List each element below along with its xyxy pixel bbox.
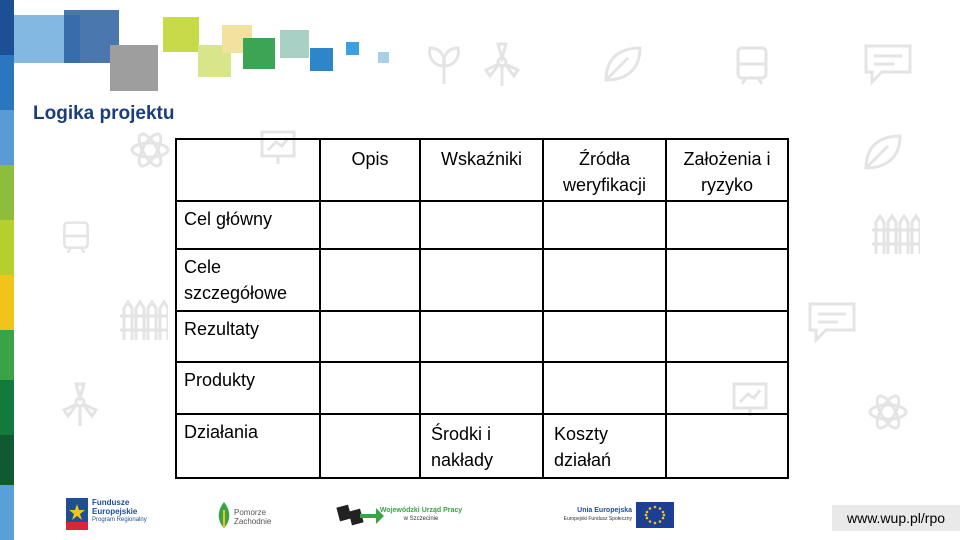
table-cell bbox=[543, 201, 666, 249]
costs-text: Koszty działań bbox=[554, 424, 612, 470]
costs-cell bbox=[543, 414, 666, 478]
table-row bbox=[176, 311, 788, 362]
atom-icon bbox=[866, 390, 910, 434]
row-label-cel-glowny: Cel główny bbox=[176, 201, 320, 249]
table-cell bbox=[420, 249, 543, 311]
header-opis: Opis bbox=[320, 139, 420, 201]
table-cell bbox=[320, 201, 420, 249]
inputs-cell bbox=[420, 414, 543, 478]
table-row bbox=[176, 201, 788, 249]
table-row bbox=[176, 414, 788, 478]
header-zalozenia: Założenia i ryzyko bbox=[666, 139, 788, 201]
table-cell bbox=[666, 249, 788, 311]
table-cell bbox=[543, 362, 666, 414]
chat-icon bbox=[806, 298, 858, 346]
leaf-icon bbox=[858, 128, 906, 176]
windmill-icon bbox=[56, 380, 104, 428]
logo-3-line1: Wojewódzki Urząd Pracy bbox=[379, 507, 463, 514]
leaf-icon bbox=[598, 40, 646, 88]
logo-wup bbox=[336, 500, 486, 530]
header-zrodla: Źródła weryfikacji bbox=[543, 139, 666, 201]
atom-icon bbox=[128, 128, 172, 172]
plant-icon bbox=[420, 40, 468, 88]
left-color-strip bbox=[0, 0, 14, 540]
table-cell bbox=[666, 414, 788, 478]
logo-4-line1: Unia Europejska bbox=[577, 507, 632, 514]
fence-icon bbox=[870, 212, 920, 256]
table-cell bbox=[320, 362, 420, 414]
table-cell bbox=[666, 362, 788, 414]
table-cell bbox=[420, 311, 543, 362]
table-row bbox=[176, 249, 788, 311]
inputs-text: Środki i nakłady bbox=[431, 424, 494, 470]
logo-2-line2: Zachodnie bbox=[234, 517, 272, 526]
logical-framework-table bbox=[175, 138, 789, 479]
row-label-dzialania: Działania bbox=[176, 414, 320, 478]
table-cell bbox=[666, 311, 788, 362]
pomorze-leaf-icon bbox=[214, 500, 234, 530]
logo-pomorze-zachodnie bbox=[214, 500, 284, 532]
fence-icon bbox=[118, 298, 168, 342]
row-label-rezultaty: Rezultaty bbox=[176, 311, 320, 362]
table-cell bbox=[543, 311, 666, 362]
logo-4-line2: Europejski Fundusz Społeczny bbox=[563, 516, 632, 522]
table-cell bbox=[543, 249, 666, 311]
header-wskazniki: Wskaźniki bbox=[420, 139, 543, 201]
table-header-row bbox=[176, 139, 788, 201]
logo-3-line2: w Szczecinie bbox=[403, 516, 439, 522]
table-cell bbox=[666, 201, 788, 249]
corner-cell bbox=[176, 139, 320, 201]
windmill-icon bbox=[478, 40, 526, 88]
table-cell bbox=[320, 311, 420, 362]
logo-1-line1: Fundusze bbox=[92, 498, 130, 507]
fe-star-icon bbox=[66, 496, 88, 532]
table-cell bbox=[320, 414, 420, 478]
eu-flag-icon bbox=[636, 502, 674, 528]
tram-icon bbox=[56, 212, 96, 260]
tram-icon bbox=[728, 40, 776, 88]
logo-fundusze-europejskie bbox=[66, 496, 166, 534]
row-label-cele-szczegolowe: Cele szczegółowe bbox=[176, 249, 320, 311]
chat-icon bbox=[862, 40, 914, 88]
row-label-produkty: Produkty bbox=[176, 362, 320, 414]
logo-2-line1: Pomorze bbox=[234, 508, 267, 517]
website-url[interactable]: www.wup.pl/rpo bbox=[832, 505, 960, 531]
table-cell bbox=[420, 362, 543, 414]
table-cell bbox=[320, 249, 420, 311]
logo-unia-europejska bbox=[540, 500, 674, 532]
table-cell bbox=[420, 201, 543, 249]
table-row bbox=[176, 362, 788, 414]
logo-1-line2: Europejskie bbox=[92, 507, 138, 516]
page-title: Logika projektu bbox=[33, 103, 175, 124]
logo-1-line3: Program Regionalny bbox=[92, 517, 147, 523]
